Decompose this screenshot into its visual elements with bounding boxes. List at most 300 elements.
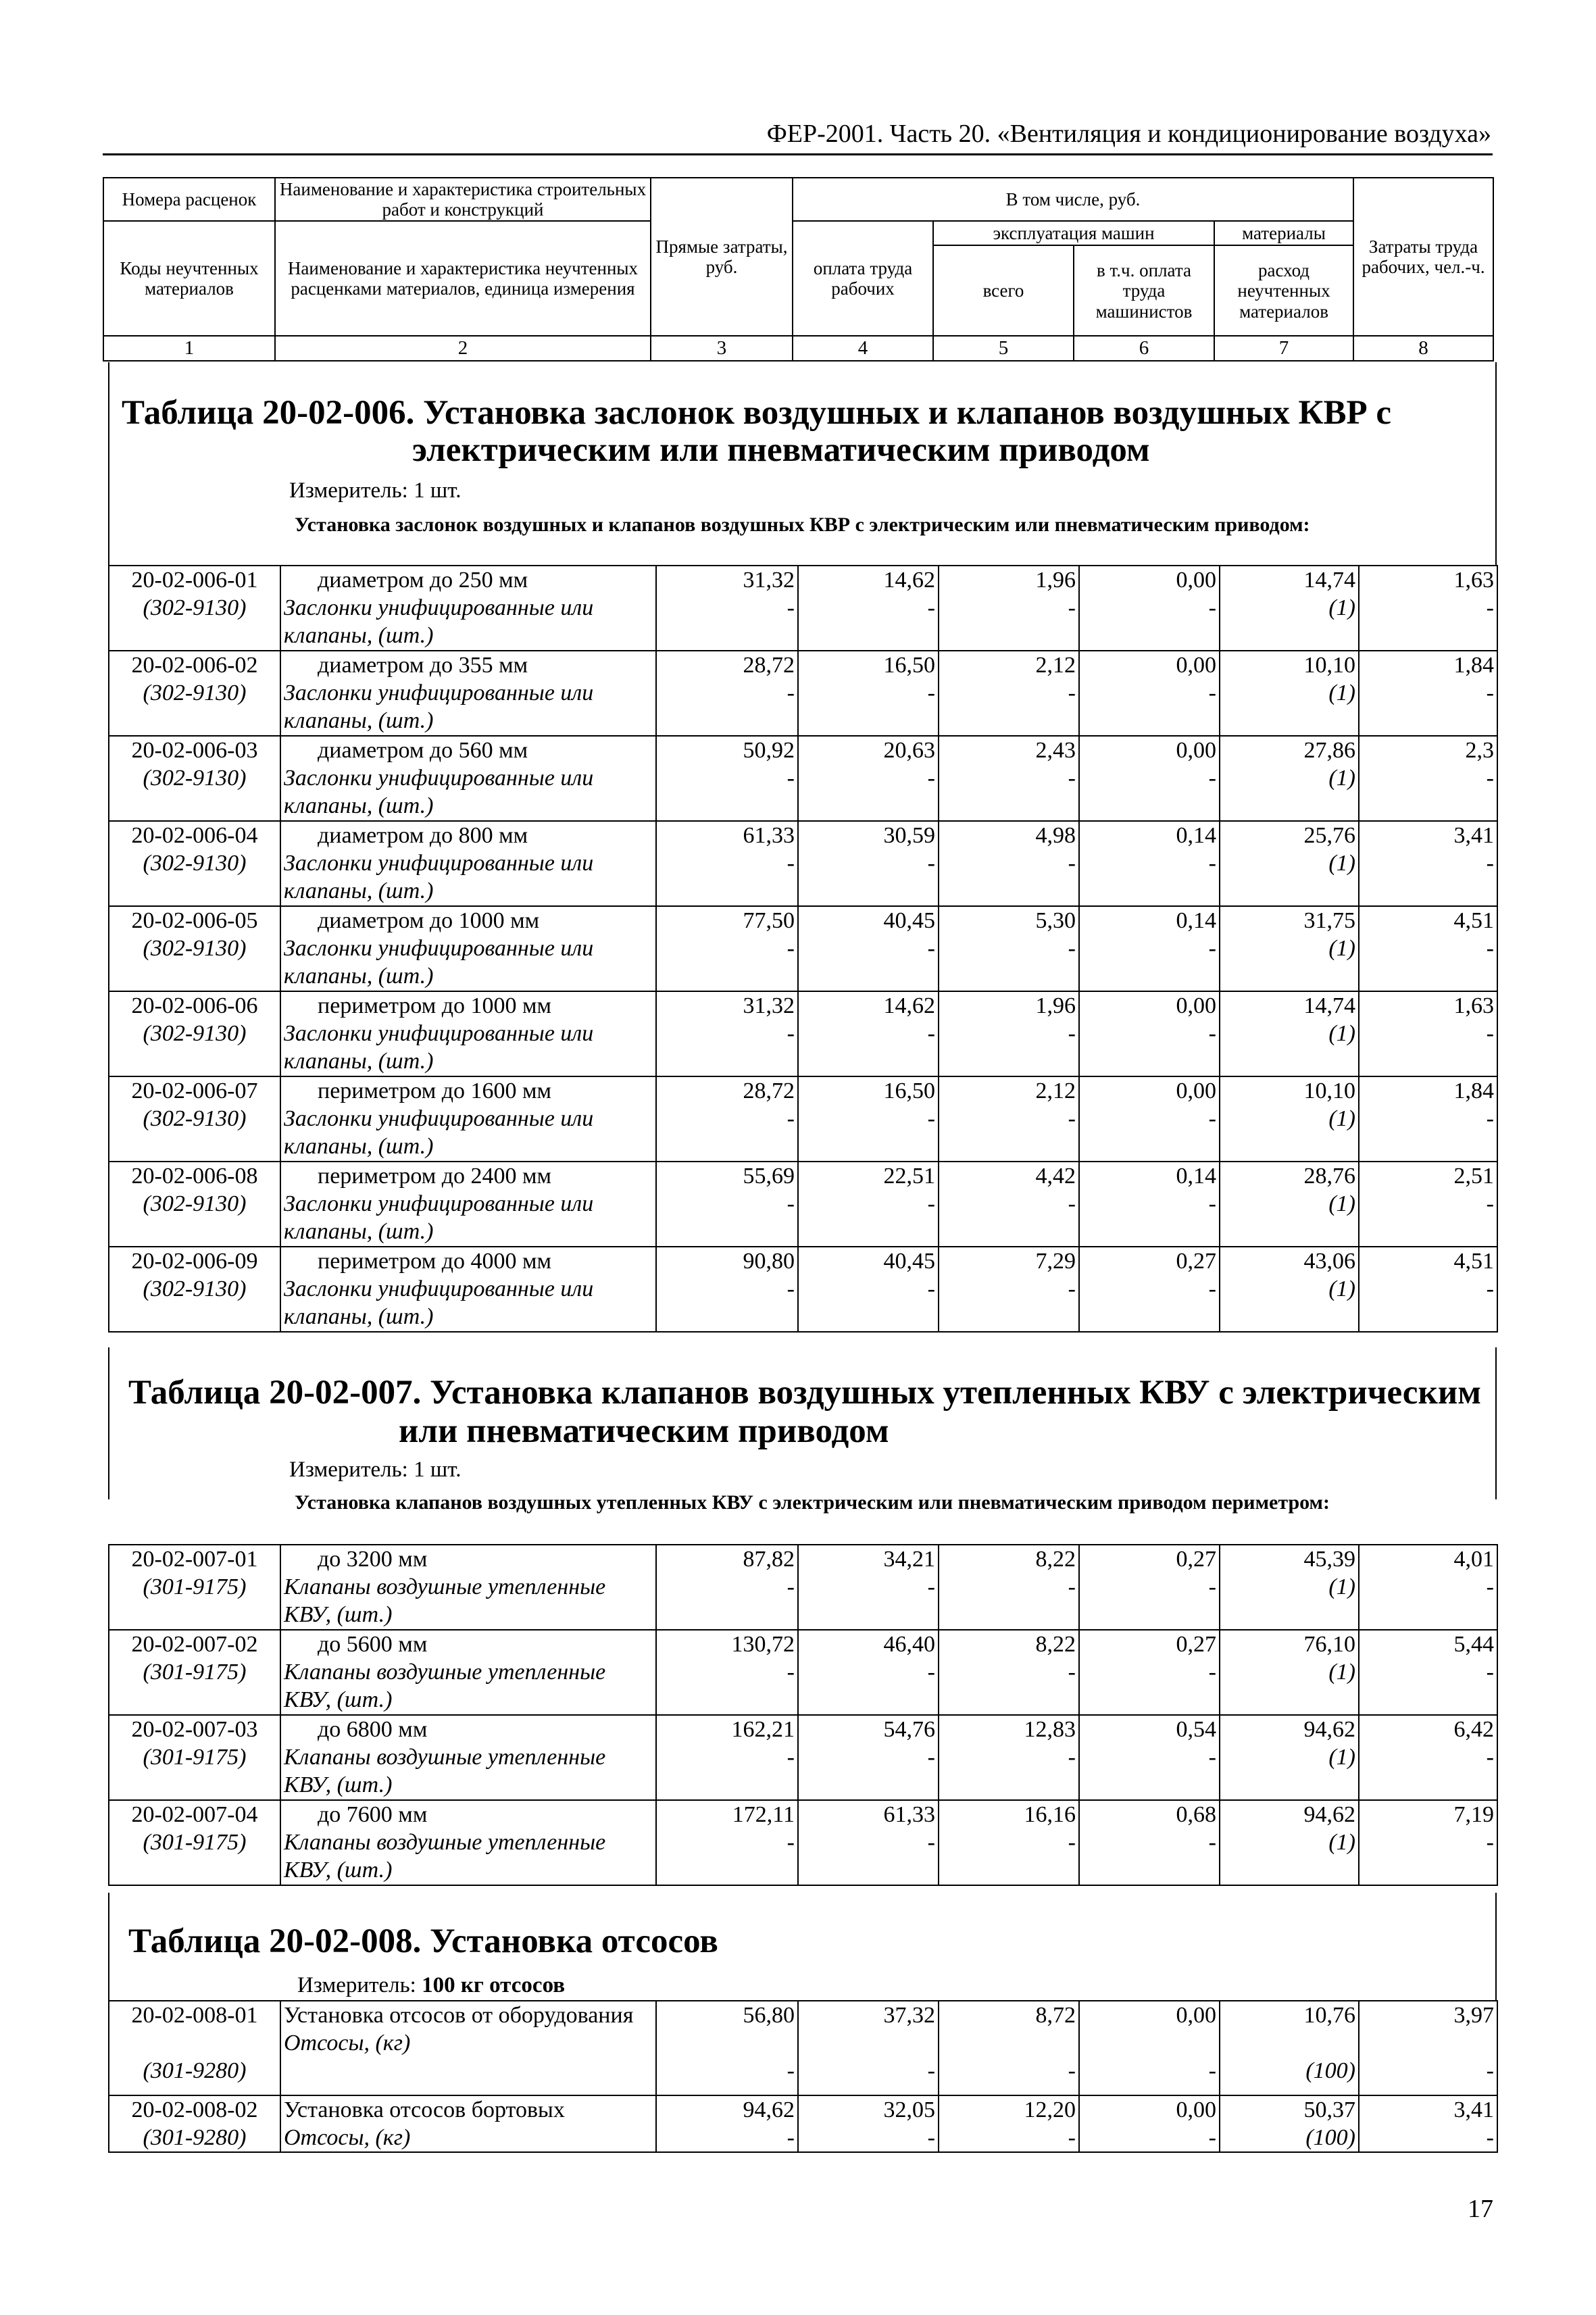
rate-code: 20-02-006-08 <box>131 1164 258 1189</box>
hdr-labor-costs: Затраты труда рабочих, чел.-ч. <box>1353 178 1493 336</box>
running-head: ФЕР-2001. Часть 20. «Вентиляция и кондиционирование воздуха» <box>766 120 1491 148</box>
value: 30,59 <box>883 823 935 848</box>
value: 12,83 <box>1024 1717 1076 1742</box>
table-006-rows <box>108 565 1498 1333</box>
rate-code: 20-02-007-04 <box>131 1802 258 1827</box>
value: 43,06 <box>1303 1249 1355 1274</box>
work-name: Установка отсосов бортовых <box>284 2097 565 2122</box>
value-cell-v4 <box>798 2095 939 2152</box>
rate-code: 20-02-008-02 <box>131 2097 258 2122</box>
material-code: (302-9130) <box>143 1276 247 1301</box>
value-cell-v8 <box>1359 1800 1497 1885</box>
hdr-rate-numbers: Номера расценок <box>103 178 275 221</box>
work-name: периметром до 1600 мм <box>318 1078 552 1103</box>
table-006-measure: Измеритель: 1 шт. <box>289 478 462 503</box>
value-cell-v7 <box>1220 906 1359 991</box>
value-cell-v4 <box>798 821 939 906</box>
value-cell-v5 <box>939 1247 1079 1332</box>
rate-code-cell <box>109 906 280 991</box>
value: 5,44 <box>1453 1632 1494 1657</box>
value-cell-v3 <box>656 821 798 906</box>
value: 3,41 <box>1453 2097 1494 2122</box>
table-007-section-heading: Установка клапанов воздушных утепленных КВУ с электрическим или пневматическим приводом периметром: <box>295 1491 1330 1514</box>
value: 27,86 <box>1303 738 1355 763</box>
material-name: Заслонки унифицированные или клапаны, (шт.) <box>284 1021 594 1074</box>
table-row <box>109 1800 1497 1885</box>
value-cell-v3 <box>656 1162 798 1247</box>
material-name: Отсосы, (кг) <box>284 2125 411 2150</box>
rate-code-cell <box>109 1162 280 1247</box>
col-number: 2 <box>275 336 651 360</box>
dash: - <box>1208 1745 1216 1770</box>
dash: - <box>927 851 935 876</box>
material-name: Заслонки унифицированные или клапаны, (шт.) <box>284 936 594 989</box>
material-code: (301-9280) <box>143 2125 247 2150</box>
value: 34,21 <box>883 1547 935 1572</box>
material-name: Отсосы, (кг) <box>284 2031 411 2056</box>
rate-code: 20-02-006-09 <box>131 1249 258 1274</box>
dash: - <box>1068 1660 1076 1685</box>
dash: - <box>787 1574 795 1599</box>
value: 87,82 <box>743 1547 795 1572</box>
table-006-section-heading: Установка заслонок воздушных и клапанов воздушных КВР с электрическим или пневматическим приводом: <box>295 514 1310 536</box>
measure-prefix: Измеритель: <box>297 1973 416 1997</box>
material-quantity: (1) <box>1328 1574 1355 1599</box>
dash: - <box>1208 1660 1216 1685</box>
value-cell-v5 <box>939 1076 1079 1162</box>
value-cell-v5 <box>939 821 1079 906</box>
dash: - <box>1486 936 1494 961</box>
value: 37,32 <box>883 2003 935 2028</box>
value: 0,27 <box>1176 1547 1216 1572</box>
work-name-cell <box>280 1545 656 1630</box>
table-007-measure: Измеритель: 1 шт. <box>289 1458 462 1482</box>
dash: - <box>1486 2058 1494 2083</box>
dash: - <box>927 595 935 620</box>
dash: - <box>1068 595 1076 620</box>
material-quantity: (1) <box>1328 1191 1355 1216</box>
value-cell-v7 <box>1220 1076 1359 1162</box>
value-cell-v6 <box>1079 821 1220 906</box>
value-cell-v5 <box>939 1800 1079 1885</box>
work-name-cell <box>280 736 656 821</box>
value: 0,00 <box>1176 1078 1216 1103</box>
value-cell-v7 <box>1220 1800 1359 1885</box>
value-cell-v7 <box>1220 1247 1359 1332</box>
dash: - <box>787 766 795 791</box>
value-cell-v8 <box>1359 651 1497 736</box>
work-name: диаметром до 800 мм <box>318 823 528 848</box>
value: 2,51 <box>1453 1164 1494 1189</box>
value: 61,33 <box>883 1802 935 1827</box>
material-name: Заслонки унифицированные или клапаны, (шт.) <box>284 1276 594 1329</box>
work-name-cell <box>280 1076 656 1162</box>
work-name-cell <box>280 651 656 736</box>
value-cell-v4 <box>798 1545 939 1630</box>
value-cell-v7 <box>1220 991 1359 1076</box>
hdr-machinist-pay: в т.ч. оплата труда машинистов <box>1074 245 1214 336</box>
material-quantity: (100) <box>1305 2058 1355 2083</box>
column-header-table <box>103 177 1494 362</box>
value-cell-v7 <box>1220 1545 1359 1630</box>
value: 0,14 <box>1176 1164 1216 1189</box>
value-cell-v3 <box>656 2001 798 2095</box>
value: 14,74 <box>1303 568 1355 593</box>
value: 1,63 <box>1453 568 1494 593</box>
value-cell-v6 <box>1079 991 1220 1076</box>
table-row <box>109 2001 1497 2095</box>
value-cell-v6 <box>1079 1247 1220 1332</box>
value: 0,68 <box>1176 1802 1216 1827</box>
value-cell-v3 <box>656 906 798 991</box>
value-cell-v3 <box>656 2095 798 2152</box>
material-name: Заслонки унифицированные или клапаны, (шт.) <box>284 680 594 733</box>
material-quantity: (1) <box>1328 936 1355 961</box>
value: 3,97 <box>1453 2003 1494 2028</box>
value-cell-v8 <box>1359 1715 1497 1800</box>
value: 5,30 <box>1035 908 1076 933</box>
dash: - <box>1208 766 1216 791</box>
work-name: до 6800 мм <box>318 1717 428 1742</box>
value: 130,72 <box>731 1632 795 1657</box>
value-cell-v4 <box>798 1630 939 1715</box>
table-007-rows <box>108 1544 1498 1886</box>
dash: - <box>787 2058 795 2083</box>
value-cell-v3 <box>656 1247 798 1332</box>
value: 94,62 <box>743 2097 795 2122</box>
material-code: (302-9130) <box>143 766 247 791</box>
dash: - <box>1068 1276 1076 1301</box>
rate-code-cell <box>109 566 280 651</box>
value: 14,62 <box>883 993 935 1018</box>
value: 94,62 <box>1303 1802 1355 1827</box>
rate-code-cell <box>109 736 280 821</box>
dash: - <box>1068 851 1076 876</box>
value: 76,10 <box>1303 1632 1355 1657</box>
dash: - <box>1486 2125 1494 2150</box>
value: 10,76 <box>1303 2003 1355 2028</box>
hdr-name-unaccounted: Наименование и характеристика неучтенных расценками материалов, единица измерения <box>275 221 651 336</box>
value: 40,45 <box>883 908 935 933</box>
dash: - <box>1208 2125 1216 2150</box>
dash: - <box>927 1574 935 1599</box>
value: 16,50 <box>883 1078 935 1103</box>
rate-code-cell <box>109 1630 280 1715</box>
value: 50,37 <box>1303 2097 1355 2122</box>
value: 0,27 <box>1176 1249 1216 1274</box>
material-quantity: (1) <box>1328 851 1355 876</box>
value-cell-v4 <box>798 1247 939 1332</box>
dash: - <box>1208 2058 1216 2083</box>
table-007-title-line2: или пневматическим приводом <box>399 1412 889 1450</box>
material-name: Клапаны воздушные утепленные КВУ, (шт.) <box>284 1830 606 1883</box>
value-cell-v3 <box>656 736 798 821</box>
dash: - <box>787 595 795 620</box>
material-name: Заслонки унифицированные или клапаны, (шт.) <box>284 766 594 818</box>
material-code: (302-9130) <box>143 595 247 620</box>
rate-code-cell <box>109 1800 280 1885</box>
value: 0,14 <box>1176 908 1216 933</box>
value: 90,80 <box>743 1249 795 1274</box>
table-row <box>109 1162 1497 1247</box>
value: 1,96 <box>1035 993 1076 1018</box>
rate-code-cell <box>109 1247 280 1332</box>
rate-code: 20-02-006-07 <box>131 1078 258 1103</box>
value-cell-v3 <box>656 1715 798 1800</box>
table-007-title-line1: Таблица 20-02-007. Установка клапанов воздушных утепленных КВУ с электрическим <box>128 1374 1481 1412</box>
table-row <box>109 566 1497 651</box>
value-cell-v5 <box>939 566 1079 651</box>
rate-code-cell <box>109 2095 280 2152</box>
hdr-work-name: Наименование и характеристика строительных работ и конструкций <box>275 178 651 221</box>
value: 28,72 <box>743 653 795 678</box>
material-quantity: (100) <box>1305 2125 1355 2150</box>
value-cell-v5 <box>939 2095 1079 2152</box>
value: 46,40 <box>883 1632 935 1657</box>
value-cell-v5 <box>939 906 1079 991</box>
value-cell-v7 <box>1220 2001 1359 2095</box>
value: 4,51 <box>1453 908 1494 933</box>
material-code: (301-9175) <box>143 1574 247 1599</box>
dash: - <box>787 680 795 705</box>
value-cell-v3 <box>656 1545 798 1630</box>
value: 0,27 <box>1176 1632 1216 1657</box>
work-name-cell <box>280 1715 656 1800</box>
value: 0,00 <box>1176 568 1216 593</box>
material-code: (301-9175) <box>143 1745 247 1770</box>
dash: - <box>1486 595 1494 620</box>
table-008-measure <box>297 1973 565 1998</box>
material-quantity: (1) <box>1328 766 1355 791</box>
value: 4,42 <box>1035 1164 1076 1189</box>
value: 1,63 <box>1453 993 1494 1018</box>
value: 10,10 <box>1303 653 1355 678</box>
dash: - <box>927 1106 935 1131</box>
value: 8,22 <box>1035 1547 1076 1572</box>
material-code: (301-9280) <box>143 2058 247 2083</box>
value: 31,32 <box>743 568 795 593</box>
dash: - <box>927 2125 935 2150</box>
dash: - <box>787 2125 795 2150</box>
value-cell-v5 <box>939 1162 1079 1247</box>
rate-code-cell <box>109 821 280 906</box>
value-cell-v6 <box>1079 1545 1220 1630</box>
value: 28,72 <box>743 1078 795 1103</box>
work-name-cell <box>280 566 656 651</box>
value-cell-v4 <box>798 991 939 1076</box>
value: 162,21 <box>731 1717 795 1742</box>
rate-code-cell <box>109 1715 280 1800</box>
material-name: Заслонки унифицированные или клапаны, (шт.) <box>284 1106 594 1159</box>
value-cell-v6 <box>1079 2001 1220 2095</box>
value: 8,72 <box>1035 2003 1076 2028</box>
material-quantity: (1) <box>1328 1745 1355 1770</box>
dash: - <box>1208 1191 1216 1216</box>
dash: - <box>927 1745 935 1770</box>
dash: - <box>1486 680 1494 705</box>
rate-code: 20-02-006-05 <box>131 908 258 933</box>
value: 31,32 <box>743 993 795 1018</box>
material-code: (302-9130) <box>143 1106 247 1131</box>
value: 12,20 <box>1024 2097 1076 2122</box>
rate-code-cell <box>109 991 280 1076</box>
dash: - <box>1068 1830 1076 1855</box>
hdr-including: В том числе, руб. <box>793 178 1353 221</box>
value-cell-v6 <box>1079 1630 1220 1715</box>
value: 54,76 <box>883 1717 935 1742</box>
hdr-machine-operation: эксплуатация машин <box>933 221 1214 245</box>
value-cell-v3 <box>656 1076 798 1162</box>
value: 10,10 <box>1303 1078 1355 1103</box>
dash: - <box>787 1276 795 1301</box>
dash: - <box>1208 1574 1216 1599</box>
value: 14,62 <box>883 568 935 593</box>
dash: - <box>787 1021 795 1046</box>
value: 3,41 <box>1453 823 1494 848</box>
value-cell-v3 <box>656 991 798 1076</box>
value: 94,62 <box>1303 1717 1355 1742</box>
value-cell-v6 <box>1079 566 1220 651</box>
value-cell-v4 <box>798 566 939 651</box>
dash: - <box>1068 936 1076 961</box>
value-cell-v4 <box>798 1162 939 1247</box>
value-cell-v5 <box>939 736 1079 821</box>
value: 0,00 <box>1176 993 1216 1018</box>
table-row <box>109 1715 1497 1800</box>
work-name-cell <box>280 1162 656 1247</box>
rate-code: 20-02-007-02 <box>131 1632 258 1657</box>
value-cell-v4 <box>798 736 939 821</box>
work-name: до 5600 мм <box>318 1632 428 1657</box>
value-cell-v5 <box>939 2001 1079 2095</box>
dash: - <box>1486 1660 1494 1685</box>
value: 50,92 <box>743 738 795 763</box>
work-name: до 3200 мм <box>318 1547 428 1572</box>
value: 22,51 <box>883 1164 935 1189</box>
value: 55,69 <box>743 1164 795 1189</box>
hdr-materials: материалы <box>1214 221 1353 245</box>
value: 1,84 <box>1453 653 1494 678</box>
dash: - <box>1208 851 1216 876</box>
value: 0,00 <box>1176 2003 1216 2028</box>
dash: - <box>1208 1106 1216 1131</box>
dash: - <box>787 1830 795 1855</box>
rate-code: 20-02-006-04 <box>131 823 258 848</box>
rate-code-cell <box>109 651 280 736</box>
table-row <box>109 736 1497 821</box>
col-number: 4 <box>793 336 933 360</box>
value-cell-v8 <box>1359 1545 1497 1630</box>
value-cell-v5 <box>939 1630 1079 1715</box>
material-quantity: (1) <box>1328 1106 1355 1131</box>
dash: - <box>1486 1276 1494 1301</box>
hdr-total: всего <box>933 245 1074 336</box>
material-name: Заслонки унифицированные или клапаны, (шт.) <box>284 851 594 903</box>
value: 56,80 <box>743 2003 795 2028</box>
material-quantity: (1) <box>1328 1830 1355 1855</box>
dash: - <box>787 851 795 876</box>
work-name-cell <box>280 2001 656 2095</box>
rate-code-cell <box>109 2001 280 2095</box>
dash: - <box>1486 1574 1494 1599</box>
dash: - <box>927 1191 935 1216</box>
page-number: 17 <box>1468 2195 1493 2223</box>
value-cell-v6 <box>1079 1715 1220 1800</box>
dash: - <box>787 1745 795 1770</box>
dash: - <box>1068 1191 1076 1216</box>
work-name: Установка отсосов от оборудования <box>284 2003 634 2028</box>
value-cell-v4 <box>798 651 939 736</box>
value-cell-v8 <box>1359 1247 1497 1332</box>
table-row <box>109 991 1497 1076</box>
value-cell-v6 <box>1079 2095 1220 2152</box>
rate-code: 20-02-008-01 <box>131 2003 258 2028</box>
work-name-cell <box>280 991 656 1076</box>
value-cell-v3 <box>656 1630 798 1715</box>
value: 2,12 <box>1035 1078 1076 1103</box>
material-quantity: (1) <box>1328 680 1355 705</box>
material-code: (301-9175) <box>143 1830 247 1855</box>
col-number: 7 <box>1214 336 1353 360</box>
value: 0,00 <box>1176 2097 1216 2122</box>
table-006-title-line2: электрическим или пневматическим приводом <box>412 431 1150 469</box>
dash: - <box>1068 766 1076 791</box>
work-name-cell <box>280 1800 656 1885</box>
material-code: (301-9175) <box>143 1660 247 1685</box>
value-cell-v5 <box>939 991 1079 1076</box>
value-cell-v8 <box>1359 1630 1497 1715</box>
dash: - <box>927 766 935 791</box>
value: 25,76 <box>1303 823 1355 848</box>
col-number: 5 <box>933 336 1074 360</box>
value-cell-v3 <box>656 1800 798 1885</box>
value-cell-v7 <box>1220 2095 1359 2152</box>
value-cell-v3 <box>656 651 798 736</box>
dash: - <box>1486 766 1494 791</box>
value: 32,05 <box>883 2097 935 2122</box>
work-name-cell <box>280 821 656 906</box>
value-cell-v8 <box>1359 2095 1497 2152</box>
table-row <box>109 1247 1497 1332</box>
value-cell-v7 <box>1220 821 1359 906</box>
dash: - <box>1068 2125 1076 2150</box>
material-code: (302-9130) <box>143 936 247 961</box>
work-name: периметром до 1000 мм <box>318 993 552 1018</box>
value-cell-v4 <box>798 2001 939 2095</box>
col-number: 3 <box>651 336 793 360</box>
material-name: Заслонки унифицированные или клапаны, (шт.) <box>284 595 594 648</box>
value-cell-v6 <box>1079 906 1220 991</box>
rate-code: 20-02-006-03 <box>131 738 258 763</box>
work-name-cell <box>280 1247 656 1332</box>
dash: - <box>1208 1830 1216 1855</box>
dash: - <box>1486 851 1494 876</box>
value-cell-v7 <box>1220 566 1359 651</box>
table-row <box>109 821 1497 906</box>
material-quantity: (1) <box>1328 595 1355 620</box>
dash: - <box>1208 1276 1216 1301</box>
value-cell-v8 <box>1359 2001 1497 2095</box>
value: 7,29 <box>1035 1249 1076 1274</box>
dash: - <box>787 936 795 961</box>
dash: - <box>1486 1191 1494 1216</box>
value: 77,50 <box>743 908 795 933</box>
value-cell-v7 <box>1220 1715 1359 1800</box>
work-name-cell <box>280 906 656 991</box>
value: 61,33 <box>743 823 795 848</box>
material-quantity: (1) <box>1328 1276 1355 1301</box>
dash: - <box>1068 1021 1076 1046</box>
